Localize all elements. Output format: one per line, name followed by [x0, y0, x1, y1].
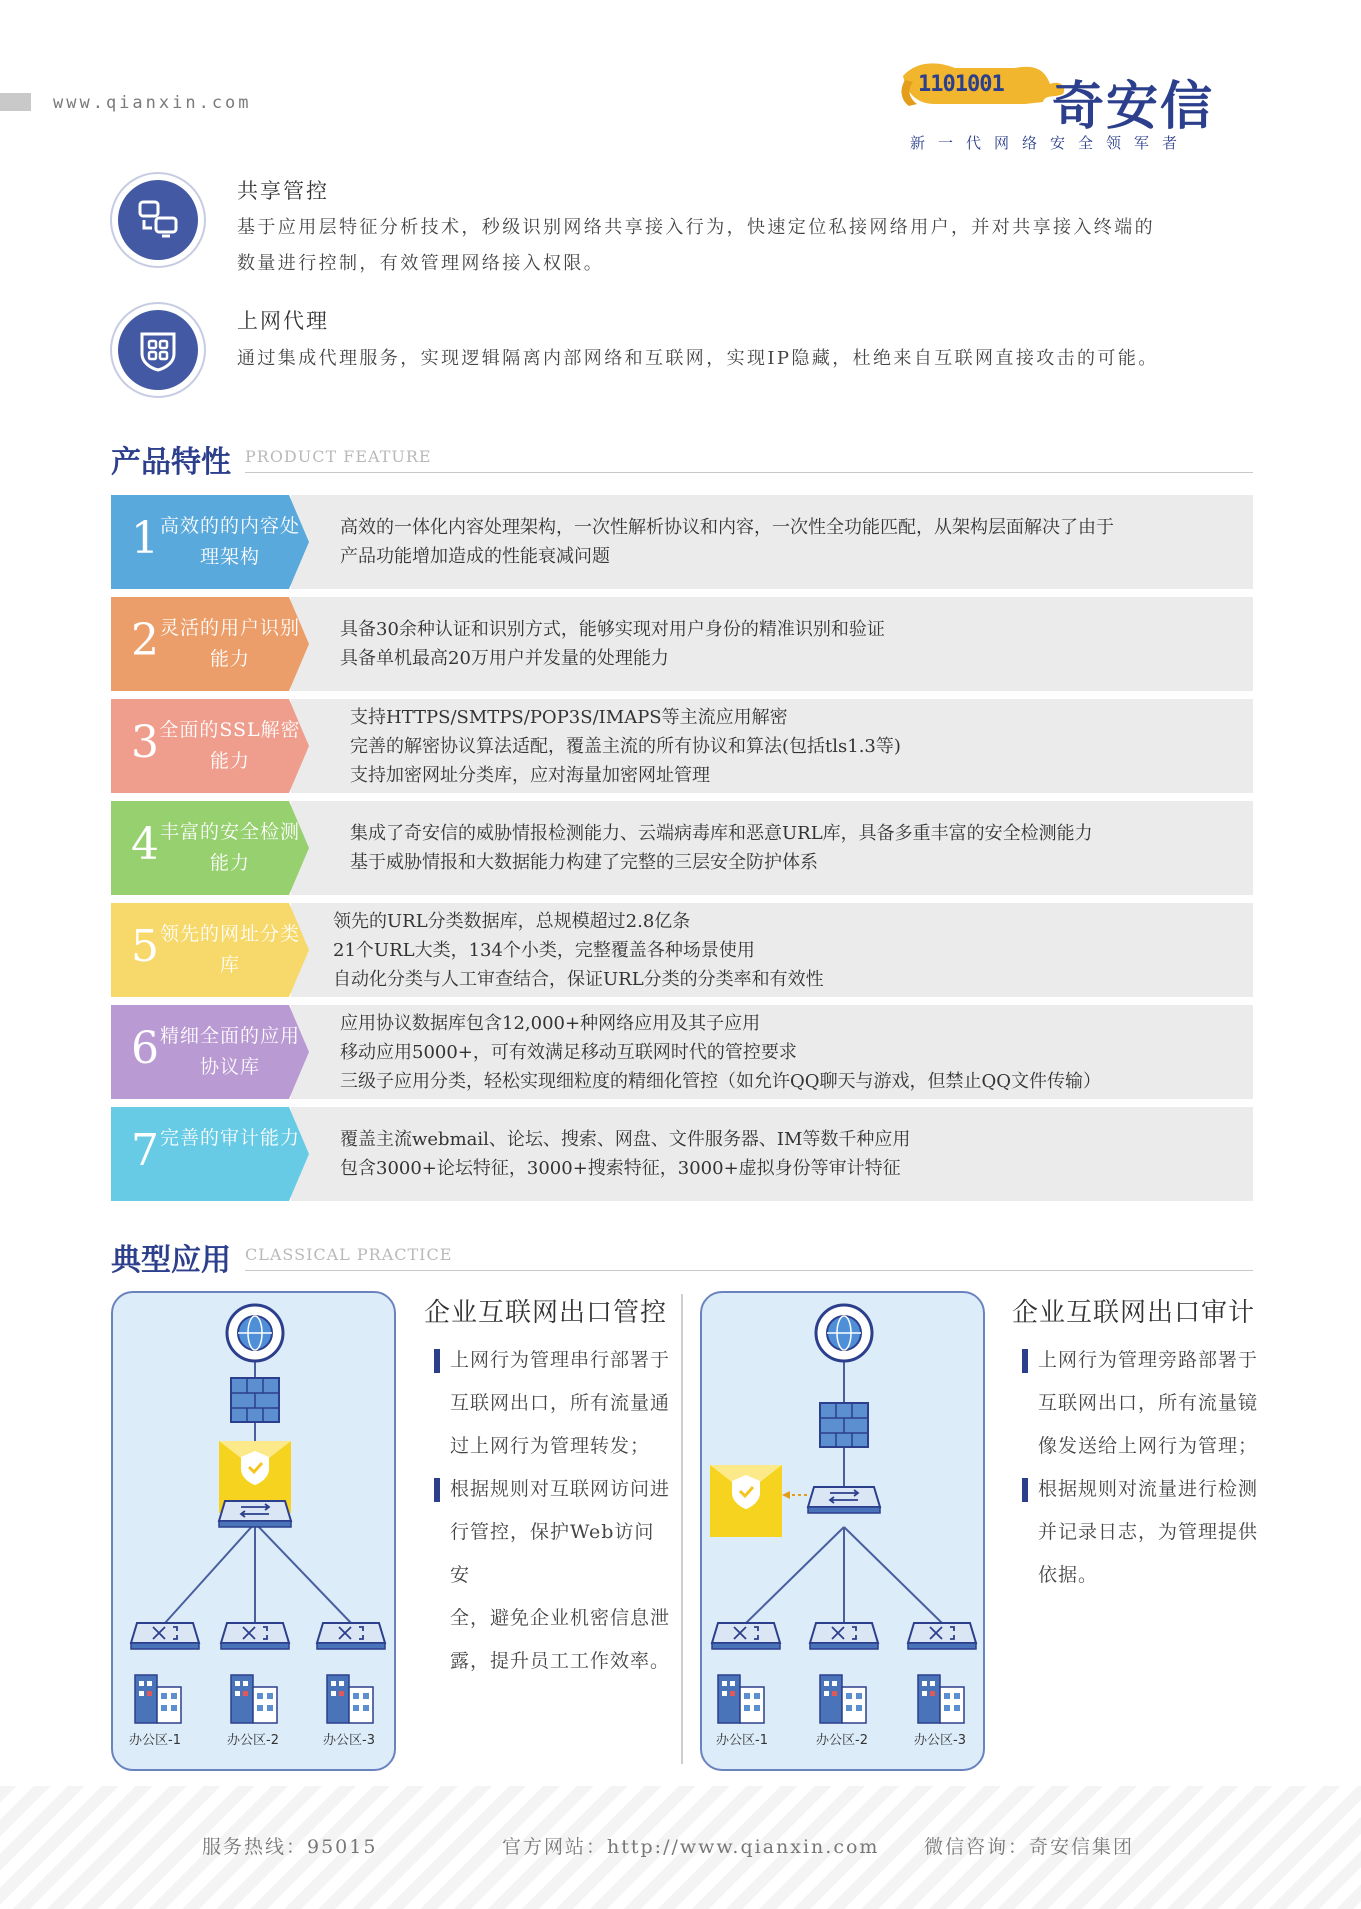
feature-row-number: 6 — [131, 1023, 159, 1074]
feature-row-line: 完善的解密协议算法适配，覆盖主流的所有协议和算法(包括tls1.3等) — [350, 735, 901, 757]
footer-wechat: 微信咨询：奇安信集团 — [924, 1836, 1135, 1858]
feature-row-text — [350, 699, 1243, 793]
office-building-icon — [918, 1675, 964, 1723]
office-building-icon — [820, 1675, 866, 1723]
bullet-text: 上网行为管理串行部署于 互联网出口，所有流量通 过上网行为管理转发； — [450, 1349, 671, 1457]
feature-row-line: 具备单机最高20万用户并发量的处理能力 — [340, 648, 669, 669]
diagram-egress-control — [111, 1291, 396, 1771]
share-control-icon — [136, 198, 180, 242]
page-tab-marker — [0, 93, 31, 111]
feature-row-label: 精细全面的应用协议库 — [159, 1025, 300, 1078]
web-proxy-icon — [136, 328, 180, 372]
feature-row-label: 灵活的用户识别能力 — [159, 617, 300, 670]
column-divider — [681, 1294, 683, 1764]
network-diagram-bypass — [702, 1293, 987, 1773]
feature-row-line: 三级子应用分类，轻松实现细粒度的精细化管控（如允许QQ聊天与游戏，但禁止QQ文件传输） — [340, 1070, 1102, 1092]
feature-row-text — [340, 1107, 1243, 1201]
router-icon — [808, 1487, 880, 1513]
feature-row-number: 7 — [131, 1125, 159, 1176]
site-url: www.qianxin.com — [53, 93, 252, 113]
feature-row-line: 集成了奇安信的威胁情报检测能力、云端病毒库和恶意URL库，具备多重丰富的安全检测能力 — [350, 823, 1093, 844]
internet-globe-icon — [816, 1305, 872, 1361]
feature-row-number: 5 — [131, 921, 159, 972]
feature-row-label: 全面的SSL解密能力 — [159, 719, 301, 772]
feature-row-line: 产品功能增加造成的性能衰减问题 — [340, 546, 610, 567]
behavior-management-gateway-icon — [710, 1465, 782, 1537]
router-icon — [219, 1501, 291, 1527]
feature-desc-web-proxy: 通过集成代理服务，实现逻辑隔离内部网络和互联网，实现IP隐藏，杜绝来自互联网直接攻击的可能。 — [237, 348, 1159, 369]
feature-row-line: 包含3000+论坛特征，3000+搜索特征，3000+虚拟身份等审计特征 — [340, 1158, 901, 1179]
firewall-icon — [820, 1403, 868, 1447]
feature-row-line: 应用协议数据库包含12,000+种网络应用及其子应用 — [340, 1012, 761, 1034]
feature-row-text — [333, 903, 1243, 997]
feature-row-line: 具备30余种认证和识别方式，能够实现对用户身份的精准识别和验证 — [340, 619, 885, 640]
feature-row-line: 基于威胁情报和大数据能力构建了完整的三层安全防护体系 — [350, 852, 818, 873]
switch-icon — [131, 1623, 199, 1649]
feature-row-label: 完善的审计能力 — [159, 1127, 300, 1149]
bullet-marker — [434, 1349, 440, 1373]
switch-icon — [221, 1623, 289, 1649]
feature-row-line: 21个URL大类，134个小类，完整覆盖各种场景使用 — [333, 939, 755, 961]
feature-row — [111, 699, 1253, 793]
logo-slogan: 新一代网络安全领军者 — [910, 134, 1191, 152]
office-building-icon — [135, 1675, 181, 1723]
feature-row-line: 覆盖主流webmail、论坛、搜索、网盘、文件服务器、IM等数千种应用 — [340, 1129, 911, 1150]
section-title-classical-practice: 典型应用 — [111, 1243, 231, 1278]
network-diagram-inline — [113, 1293, 398, 1773]
office-building-icon — [327, 1675, 373, 1723]
web-proxy-icon-circle — [110, 302, 206, 398]
internet-globe-icon — [227, 1305, 283, 1361]
feature-row-text — [340, 1005, 1243, 1099]
bullet-marker — [1022, 1349, 1028, 1373]
switch-icon — [810, 1623, 878, 1649]
feature-row-text — [350, 801, 1243, 895]
feature-row — [111, 1005, 1253, 1099]
section-title-product-feature: 产品特性 — [111, 445, 231, 480]
footer-hotline: 服务热线：95015 — [202, 1836, 378, 1858]
logo-name: 奇安信 — [1052, 77, 1215, 137]
footer-website[interactable]: 官方网站：http://www.qianxin.com — [502, 1836, 880, 1858]
bullet-marker — [1022, 1478, 1028, 1502]
bullet-marker — [434, 1478, 440, 1502]
feature-row-line: 支持加密网址分类库，应对海量加密网址管理 — [350, 764, 710, 786]
feature-row — [111, 1107, 1253, 1201]
page-footer — [0, 1786, 1361, 1909]
feature-row-label: 高效的的内容处理架构 — [159, 515, 300, 568]
feature-row — [111, 801, 1253, 895]
office-building-icon — [718, 1675, 764, 1723]
section-divider — [245, 472, 1253, 473]
feature-row-text — [340, 495, 1243, 589]
share-control-icon-circle — [110, 172, 206, 268]
feature-row — [111, 597, 1253, 691]
feature-row-line: 移动应用5000+，可有效满足移动互联网时代的管控要求 — [340, 1041, 797, 1063]
section-subtitle-product-feature: PRODUCT FEATURE — [245, 447, 432, 466]
office-label: 办公区-1 — [716, 1733, 768, 1748]
feature-row-number: 3 — [131, 717, 159, 768]
bullet-text: 上网行为管理旁路部署于 互联网出口，所有流量镜 像发送给上网行为管理； — [1038, 1349, 1259, 1457]
feature-desc-share-control: 基于应用层特征分析技术，秒级识别网络共享接入行为，快速定位私接网络用户，并对共享接入终端的 数量进行控制，有效管理网络接入权限。 — [237, 217, 1155, 274]
feature-row — [111, 495, 1253, 589]
feature-row — [111, 903, 1253, 997]
switch-icon — [317, 1623, 385, 1649]
feature-row-line: 领先的URL分类数据库，总规模超过2.8亿条 — [333, 910, 691, 932]
office-label: 办公区-1 — [129, 1733, 181, 1748]
feature-row-label: 丰富的安全检测能力 — [159, 821, 300, 874]
app-desc-egress-audit — [1022, 1339, 1262, 1597]
section-subtitle-classical-practice: CLASSICAL PRACTICE — [245, 1245, 453, 1264]
feature-row-line: 自动化分类与人工审查结合，保证URL分类的分类率和有效性 — [333, 968, 824, 990]
office-label: 办公区-2 — [227, 1733, 279, 1748]
app-title-egress-audit: 企业互联网出口审计 — [1012, 1298, 1256, 1328]
diagram-egress-audit — [700, 1291, 985, 1771]
feature-row-label: 领先的网址分类库 — [159, 923, 300, 976]
feature-row-number: 2 — [131, 615, 159, 666]
section-divider — [245, 1270, 1253, 1271]
feature-row-line: 支持HTTPS/SMTPS/POP3S/IMAPS等主流应用解密 — [350, 706, 788, 728]
office-label: 办公区-3 — [323, 1733, 375, 1748]
bullet-text: 根据规则对流量进行检测 并记录日志，为管理提供 依据。 — [1038, 1478, 1259, 1586]
feature-title-web-proxy: 上网代理 — [237, 309, 329, 333]
bullet-text: 根据规则对互联网访问进 行管控，保护Web访问安 全，避免企业机密信息泄 露，提升员工工作效率。 — [450, 1478, 671, 1672]
office-label: 办公区-3 — [914, 1733, 966, 1748]
feature-title-share-control: 共享管控 — [237, 179, 329, 203]
switch-icon — [908, 1623, 976, 1649]
app-title-egress-control: 企业互联网出口管控 — [424, 1298, 668, 1328]
feature-row-text — [340, 597, 1243, 691]
switch-icon — [712, 1623, 780, 1649]
office-building-icon — [231, 1675, 277, 1723]
feature-row-number: 4 — [131, 819, 159, 870]
firewall-icon — [231, 1378, 279, 1422]
feature-row-number: 1 — [131, 513, 159, 564]
app-desc-egress-control — [434, 1339, 674, 1683]
logo-binary-digits: 1101001 — [918, 72, 1004, 97]
office-label: 办公区-2 — [816, 1733, 868, 1748]
feature-row-line: 高效的一体化内容处理架构，一次性解析协议和内容，一次性全功能匹配，从架构层面解决了由于 — [340, 517, 1114, 538]
